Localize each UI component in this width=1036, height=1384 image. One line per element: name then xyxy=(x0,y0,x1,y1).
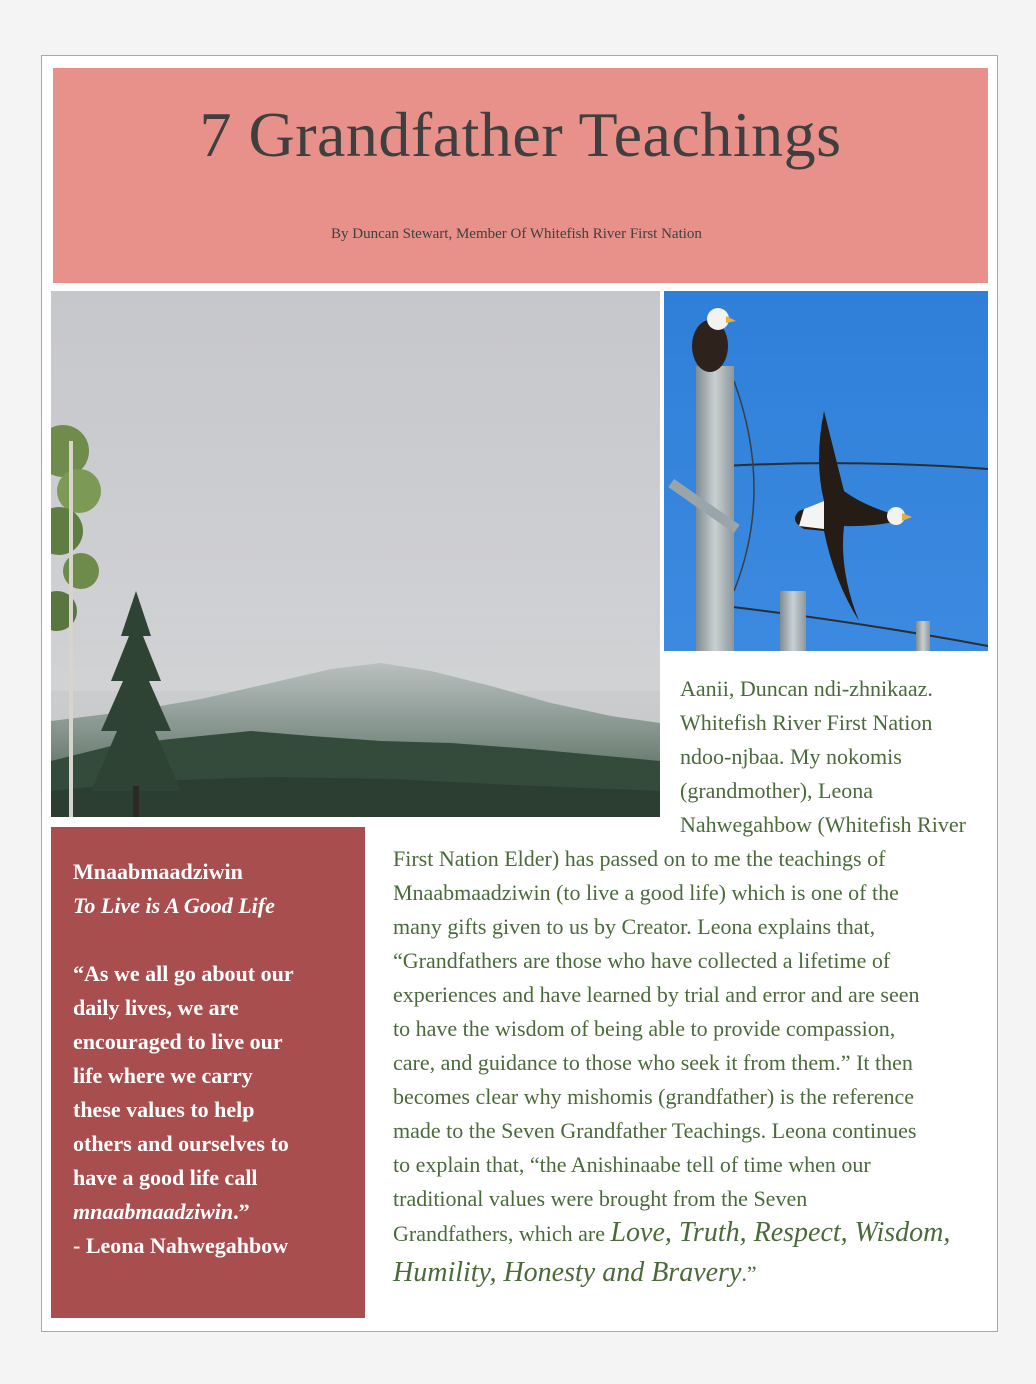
article-line: Whitefish River First Nation xyxy=(680,710,933,735)
article-line: experiences and have learned by trial and error and are seen xyxy=(393,982,920,1007)
article-line: Aanii, Duncan ndi-zhnikaaz. xyxy=(680,676,933,701)
article-line: to have the wisdom of being able to provide compassion, xyxy=(393,1016,896,1041)
bald-eagles-photo xyxy=(664,291,988,651)
quote-line: have a good life call xyxy=(73,1165,258,1190)
article-line: ndoo-njbaa. My nokomis xyxy=(680,744,902,769)
document-page xyxy=(41,55,998,1332)
article-line: care, and guidance to those who seek it from them.” It then xyxy=(393,1050,913,1075)
article-line xyxy=(393,1256,1003,1296)
article-line: many gifts given to us by Creator. Leona explains that, xyxy=(393,914,876,939)
values-list-first: Love, Truth, Respect, Wisdom, xyxy=(610,1217,951,1248)
foggy-mountain-photo xyxy=(51,291,660,817)
article-line: Mnaabmaadziwin (to live a good life) which is one of the xyxy=(393,880,899,905)
values-end: .” xyxy=(741,1261,757,1286)
article-line: First Nation Elder) has passed on to me the teachings of xyxy=(393,846,886,871)
quote-sidebar xyxy=(51,827,365,1318)
quote-line: daily lives, we are xyxy=(73,995,239,1020)
values-list-second: Humility, Honesty and Bravery xyxy=(393,1257,742,1288)
values-lead: Grandfathers, which are xyxy=(393,1221,611,1246)
quote-line: encouraged to live our xyxy=(73,1029,283,1054)
sidebar-quote xyxy=(73,957,358,1229)
article-line: becomes clear why mishomis (grandfather) is the reference xyxy=(393,1084,915,1109)
sidebar-heading: Mnaabmaadziwin xyxy=(73,859,243,884)
quote-term: mnaabmaadziwin xyxy=(73,1199,234,1224)
article-line: made to the Seven Grandfather Teachings. Leona continues xyxy=(393,1118,917,1143)
quote-attribution: - Leona Nahwegahbow xyxy=(73,1233,289,1258)
quote-line: life where we carry xyxy=(73,1063,253,1088)
article-text-upper xyxy=(680,672,1000,842)
quote-line: others and ourselves to xyxy=(73,1131,289,1156)
article-line: to explain that, “the Anishinaabe tell of time when our xyxy=(393,1152,871,1177)
article-line: (grandmother), Leona xyxy=(680,778,874,803)
title-banner xyxy=(53,68,988,283)
quote-line: “As we all go about our xyxy=(73,961,294,986)
byline: By Duncan Stewart, Member Of Whitefish River First Nation xyxy=(331,226,702,242)
article-line: traditional values were brought from the Seven xyxy=(393,1186,808,1211)
quote-end: .” xyxy=(233,1199,250,1224)
sidebar-subheading: To Live is A Good Life xyxy=(73,893,275,918)
article-text-lower xyxy=(393,842,1003,1296)
article-line: Nahwegahbow (Whitefish River xyxy=(680,812,966,837)
quote-line-final xyxy=(73,1195,358,1229)
article-line xyxy=(393,1216,1003,1256)
article-line: “Grandfathers are those who have collected a lifetime of xyxy=(393,948,891,973)
page-title: 7 Grandfather Teachings xyxy=(199,99,842,170)
quote-line: these values to help xyxy=(73,1097,255,1122)
